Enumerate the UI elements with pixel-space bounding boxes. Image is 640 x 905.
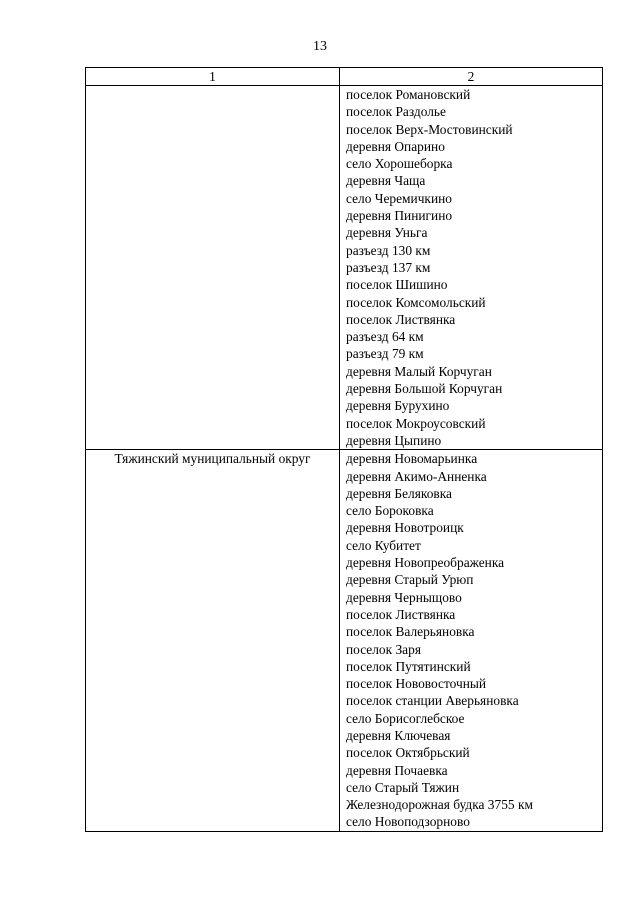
settlement-item: поселок Раздолье bbox=[346, 104, 446, 120]
settlement-item: село Новоподзорново bbox=[346, 814, 470, 830]
settlement-item: поселок Заря bbox=[346, 641, 421, 657]
settlement-item: поселок Верх-Мостовинский bbox=[346, 121, 513, 137]
settlement-item: село Борисоглебское bbox=[346, 710, 465, 726]
settlement-item: поселок Нововосточный bbox=[346, 676, 487, 692]
table-row bbox=[86, 86, 603, 450]
settlements-table bbox=[85, 67, 603, 832]
settlement-item: поселок Листвянка bbox=[346, 606, 456, 622]
settlement-item: поселок Комсомольский bbox=[346, 294, 486, 310]
settlement-item: поселок станции Аверьяновка bbox=[346, 693, 519, 709]
settlement-item: деревня Большой Корчуган bbox=[346, 381, 503, 397]
settlement-item: поселок Октябрьский bbox=[346, 745, 470, 761]
settlement-item: деревня Новомарьинка bbox=[346, 451, 478, 467]
settlement-item: село Бороковка bbox=[346, 503, 434, 519]
settlement-item: разъезд 130 км bbox=[346, 242, 431, 258]
table-header-row bbox=[86, 68, 603, 86]
column-header-1: 1 bbox=[86, 68, 340, 86]
settlement-item: поселок Романовский bbox=[346, 87, 471, 102]
settlement-item: деревня Ключевая bbox=[346, 727, 451, 743]
settlement-item: поселок Шишино bbox=[346, 277, 448, 293]
settlement-item: село Кубитет bbox=[346, 537, 421, 553]
settlement-list-cell bbox=[340, 450, 603, 832]
settlement-item: разъезд 79 км bbox=[346, 346, 424, 362]
settlement-item: село Старый Тяжин bbox=[346, 779, 460, 795]
settlement-item: деревня Новопреображенка bbox=[346, 555, 505, 571]
settlement-item: деревня Чаща bbox=[346, 173, 426, 189]
settlement-item: село Хорошеборка bbox=[346, 156, 453, 172]
settlement-item: деревня Старый Урюп bbox=[346, 572, 474, 588]
settlement-item: деревня Малый Корчуган bbox=[346, 363, 492, 379]
settlement-item: деревня Беляковка bbox=[346, 485, 452, 501]
district-cell: Тяжинский муниципальный округ bbox=[86, 450, 340, 832]
settlement-item: поселок Путятинский bbox=[346, 658, 471, 674]
page-number: 13 bbox=[313, 39, 327, 54]
column-header-2: 2 bbox=[340, 68, 603, 86]
table-row bbox=[86, 450, 603, 832]
district-cell bbox=[86, 86, 340, 450]
settlement-item: разъезд 137 км bbox=[346, 259, 431, 275]
settlement-list-cell bbox=[340, 86, 603, 450]
settlement-item: деревня Пинигино bbox=[346, 208, 453, 224]
settlement-item: поселок Листвянка bbox=[346, 311, 456, 327]
settlement-item: деревня Акимо-Анненка bbox=[346, 468, 487, 484]
settlement-item: деревня Опарино bbox=[346, 138, 445, 154]
settlement-item: село Черемичкино bbox=[346, 190, 452, 206]
settlement-item: деревня Черныщово bbox=[346, 589, 462, 605]
settlement-item: деревня Бурухино bbox=[346, 398, 450, 414]
settlement-item: поселок Мокроусовский bbox=[346, 415, 486, 431]
settlement-item: поселок Валерьяновка bbox=[346, 624, 475, 640]
settlement-item: деревня Новотроицк bbox=[346, 520, 464, 536]
settlement-item: деревня Цыпино bbox=[346, 432, 442, 448]
settlement-item: Железнодорожная будка 3755 км bbox=[346, 797, 533, 813]
settlement-item: деревня Уньга bbox=[346, 225, 428, 241]
settlement-item: деревня Почаевка bbox=[346, 762, 448, 778]
settlement-item: разъезд 64 км bbox=[346, 329, 424, 345]
